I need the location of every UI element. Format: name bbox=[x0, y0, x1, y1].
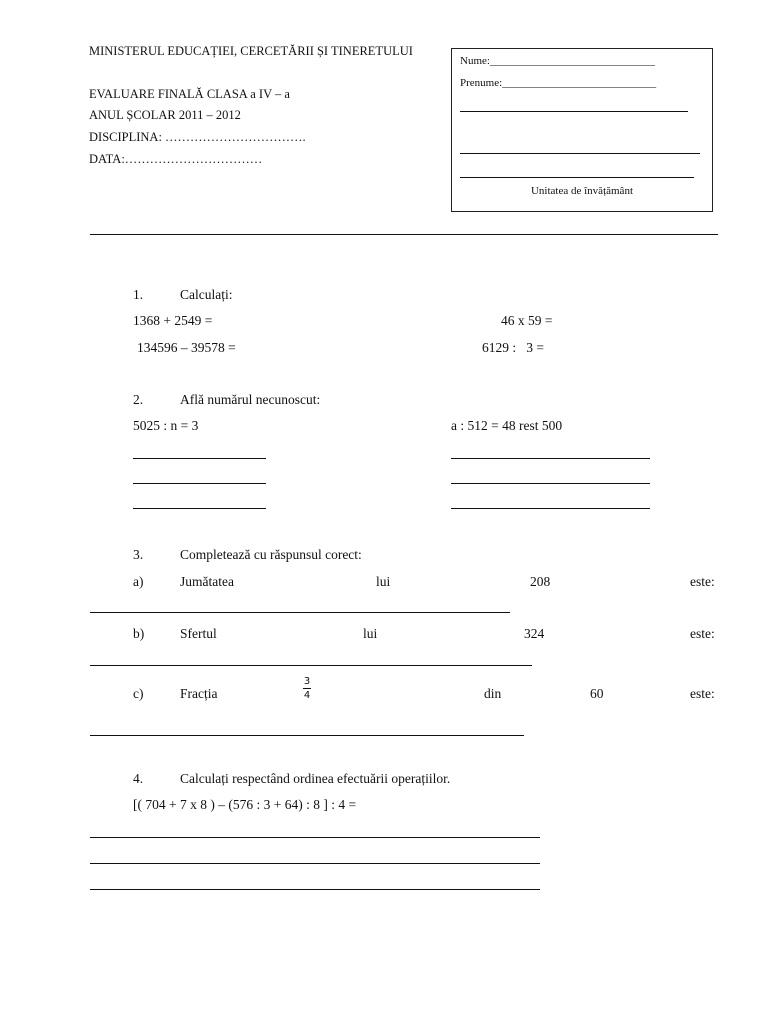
answer-line[interactable] bbox=[90, 889, 540, 890]
answer-line[interactable] bbox=[133, 508, 266, 509]
exercise-2-number: 2. bbox=[133, 392, 144, 407]
answer-line[interactable] bbox=[451, 483, 650, 484]
answer-line[interactable] bbox=[90, 612, 510, 613]
exercise-1-item: 134596 – 39578 = bbox=[137, 340, 236, 355]
item-a-word: Jumătatea bbox=[180, 574, 234, 589]
exercise-4-expression: [( 704 + 7 x 8 ) – (576 : 3 + 64) : 8 ] : 4 = bbox=[133, 797, 357, 812]
item-b-word: este: bbox=[690, 626, 715, 641]
item-b-letter: b) bbox=[133, 626, 145, 641]
date-field: DATA:…………………………… bbox=[89, 152, 263, 166]
box-blank-line[interactable] bbox=[460, 177, 694, 178]
answer-line[interactable] bbox=[451, 458, 650, 459]
exercise-2-title: Află numărul necunoscut: bbox=[180, 392, 321, 407]
fraction-numerator: 3 bbox=[303, 676, 311, 687]
item-a-word: este: bbox=[690, 574, 715, 589]
box-blank-line[interactable] bbox=[460, 111, 688, 112]
item-c-word: este: bbox=[690, 686, 715, 701]
discipline-field: DISCIPLINA: ……………………………. bbox=[89, 130, 306, 144]
item-a-number: 208 bbox=[530, 574, 551, 589]
exercise-1-number: 1. bbox=[133, 287, 144, 302]
evaluation-title: EVALUARE FINALĂ CLASA a IV – a bbox=[89, 87, 290, 101]
surname-field[interactable]: Prenume:____________________________ bbox=[460, 77, 657, 89]
answer-line[interactable] bbox=[90, 735, 524, 736]
exercise-4-number: 4. bbox=[133, 771, 144, 786]
item-b-word: Sfertul bbox=[180, 626, 217, 641]
exercise-2-right-equation: a : 512 = 48 rest 500 bbox=[451, 418, 563, 433]
answer-line[interactable] bbox=[133, 458, 266, 459]
item-c-letter: c) bbox=[133, 686, 144, 701]
item-b-number: 324 bbox=[524, 626, 545, 641]
exercise-4-title: Calculați respectând ordinea efectuării operațiilor. bbox=[180, 771, 451, 786]
student-info-box bbox=[451, 48, 713, 212]
answer-line[interactable] bbox=[90, 837, 540, 838]
item-c-word: Fracția bbox=[180, 686, 218, 701]
item-c-word: din bbox=[484, 686, 502, 701]
item-a-word: lui bbox=[376, 574, 391, 589]
exercise-1-item: 46 x 59 = bbox=[501, 313, 553, 328]
answer-line[interactable] bbox=[133, 483, 266, 484]
exercise-2-left-equation: 5025 : n = 3 bbox=[133, 418, 199, 433]
school-label: Unitatea de învățământ bbox=[530, 185, 633, 197]
ministry-title: MINISTERUL EDUCAȚIEI, CERCETĂRII ȘI TINERETULUI bbox=[89, 44, 413, 58]
answer-line[interactable] bbox=[90, 665, 532, 666]
item-c-number: 60 bbox=[590, 686, 604, 701]
name-field[interactable]: Nume:______________________________ bbox=[460, 55, 655, 67]
item-a-letter: a) bbox=[133, 574, 144, 589]
fraction-denominator: 4 bbox=[303, 690, 311, 701]
exercise-3-title: Completează cu răspunsul corect: bbox=[180, 547, 362, 562]
item-b-word: lui bbox=[363, 626, 378, 641]
fraction-bar bbox=[303, 688, 311, 689]
answer-line[interactable] bbox=[90, 863, 540, 864]
exercise-1-item: 1368 + 2549 = bbox=[133, 313, 213, 328]
exercise-3-number: 3. bbox=[133, 547, 144, 562]
header-divider bbox=[90, 234, 718, 235]
answer-line[interactable] bbox=[451, 508, 650, 509]
school-year: ANUL ȘCOLAR 2011 – 2012 bbox=[89, 108, 241, 122]
exercise-1-item: 6129 : 3 = bbox=[482, 340, 544, 355]
box-blank-line[interactable] bbox=[460, 153, 700, 154]
exercise-1-title: Calculați: bbox=[180, 287, 233, 302]
fraction-three-quarters bbox=[303, 676, 311, 701]
